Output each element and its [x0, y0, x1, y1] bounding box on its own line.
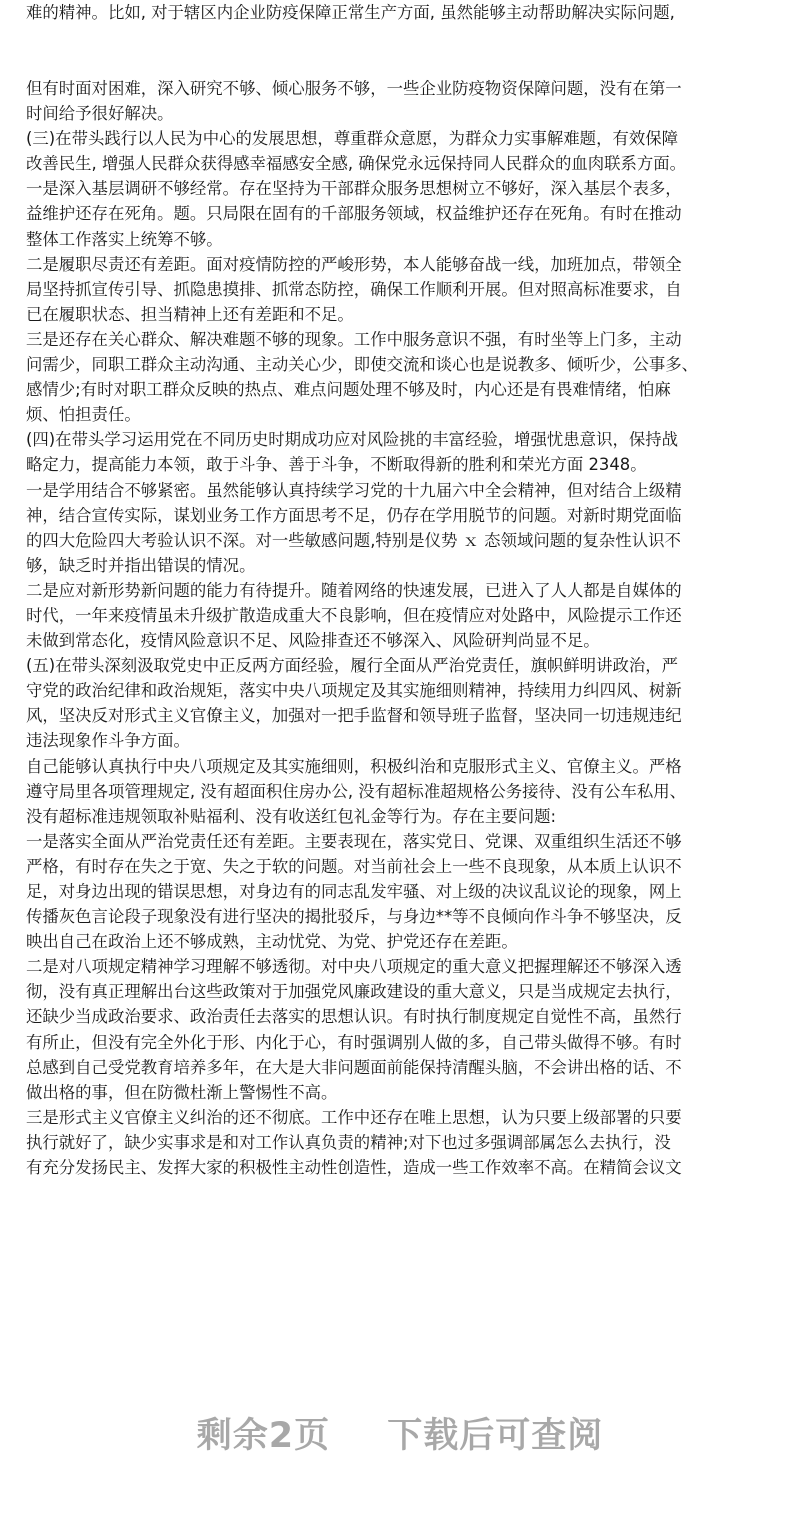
text-line: 够，缺乏时并指出错误的情况。 — [26, 555, 256, 575]
text-line: 局坚持抓宣传引导、抓隐患摸排、抓常态防控，确保工作顺利开展。但对照高标准要求，自 — [26, 279, 682, 299]
text-line: 问需少，同职工群众主动沟通、主动关心少，即使交流和谈心也是说教多、倾听少，公事多、 — [26, 355, 699, 375]
remaining-pages-label: 剩余2页 — [196, 1416, 331, 1456]
text-line: 改善民生, 增强人民群众获得感幸福感安全感, 确保党永远保持同人民群众的血肉联系方面。 — [26, 154, 687, 174]
text-line: 执行就好了，缺少实事求是和对工作认真负责的精神;对下也过多强调部属怎么去执行，没 — [26, 1132, 671, 1152]
text-line: 的四大危险四大考验认识不深。对一些敏感问题,特别是仪势 ｘ 态领域问题的复杂性认识不 — [26, 530, 681, 550]
document-body — [26, 76, 778, 1180]
text-line: 一是落实全面从严治党责任还有差距。主要表现在，落实党日、党课、双重组织生活还不够 — [26, 831, 682, 851]
text-line: 时间给予很好解决。 — [26, 104, 174, 124]
text-line: 二是应对新形势新问题的能力有待提升。随着网络的快速发展，已进入了人人都是自媒体的 — [26, 580, 682, 600]
text-line: 难的精神。比如, 对于辖区内企业防疫保障正常生产方面, 虽然能够主动帮助解决实际问题, — [26, 3, 675, 22]
text-line: (四)在带头学习运用党在不同历史时期成功应对风险挑的丰富经验，增强忧患意识，保持战 — [26, 430, 679, 450]
text-line: 严格，有时存在失之于宽、失之于软的问题。对当前社会上一些不良现象，从本质上认识不 — [26, 856, 682, 876]
text-line: 益维护还存在死角。题。只局限在固有的千部服务领域，权益维护还存在死角。有时在推动 — [26, 204, 682, 224]
text-line: 一是深入基层调研不够经常。存在坚持为干部群众服务思想树立不够好，深入基层个表多， — [26, 179, 682, 199]
text-line: 总感到自己受党教育培养多年，在大是大非问题面前能保持清醒头脑，不会讲出格的话、不 — [26, 1057, 682, 1077]
text-line: 感情少;有时对职工群众反映的热点、难点问题处理不够及时，内心还是有畏难情绪，怕麻 — [26, 380, 671, 400]
text-line: 时代，一年来疫情虽未升级扩散造成重大不良影响，但在疫情应对处路中，风险提示工作还 — [26, 605, 682, 625]
text-line: 二是对八项规定精神学习理解不够透彻。对中央八项规定的重大意义把握理解还不够深入透 — [26, 957, 682, 977]
text-line: 略定力，提高能力本领，敢于斗争、善于斗争，不断取得新的胜利和荣光方面 2348。 — [26, 455, 647, 475]
text-line: 传播灰色言论段子现象没有进行坚决的揭批驳斥，与身边**等不良倾向作斗争不够坚决，反 — [26, 907, 682, 927]
text-line: 一是学用结合不够紧密。虽然能够认真持续学习党的十九届六中全会精神，但对结合上级精 — [26, 480, 682, 500]
text-line: 违法现象作斗争方面。 — [26, 731, 190, 751]
text-line: 彻，没有真正理解出台这些政策对于加强党风廉政建设的重大意义，只是当成规定去执行， — [26, 982, 682, 1002]
text-line: 有所止，但没有完全外化于形、内化于心，有时强调别人做的多，自己带头做得不够。有时 — [26, 1032, 682, 1052]
download-banner[interactable] — [0, 1408, 800, 1458]
text-line: 还缺少当成政治要求、政治责任去落实的思想认识。有时执行制度规定自觉性不高，虽然行 — [26, 1007, 682, 1027]
text-line: 已在履职状态、担当精神上还有差距和不足。 — [26, 304, 354, 324]
text-line: 有充分发扬民主、发挥大家的积极性主动性创造性，造成一些工作效率不高。在精简会议文 — [26, 1158, 682, 1178]
text-line: 风，坚决反对形式主义官僚主义，加强对一把手监督和领导班子监督，坚决同一切违规违纪 — [26, 706, 682, 726]
text-line: 遵守局里各项管理规定, 没有超面积住房办公, 没有超标准超规格公务接待、没有公车私用、 — [26, 781, 687, 801]
text-line: 映出自己在政治上还不够成熟，主动忧党、为党、护党还存在差距。 — [26, 932, 518, 952]
text-line: 整体工作落实上统筹不够。 — [26, 229, 223, 249]
page-top-fragment — [26, 0, 778, 26]
text-line: 但有时面对困难，深入研究不够、倾心服务不够，一些企业防疫物资保障问题，没有在第一 — [26, 79, 682, 98]
text-line: 神，结合宣传实际，谋划业务工作方面思考不足，仍存在学用脱节的问题。对新时期党面临 — [26, 505, 682, 525]
text-line: 没有超标准违规领取补贴福利、没有收送红包礼金等行为。存在主要问题: — [26, 806, 557, 826]
text-line: 烦、怕担责任。 — [26, 405, 141, 425]
download-hint-label: 下载后可查阅 — [387, 1416, 604, 1456]
text-line: 自己能够认真执行中央八项规定及其实施细则，积极纠治和克服形式主义、官僚主义。严格 — [26, 756, 682, 776]
text-line: (三)在带头践行以人民为中心的发展思想，尊重群众意愿，为群众力实事解难题，有效保障 — [26, 129, 679, 149]
text-line: (五)在带头深刻汲取党史中正反两方面经验，履行全面从严治党责任，旗帜鲜明讲政治，严 — [26, 656, 679, 676]
text-line: 三是还存在关心群众、解决难题不够的现象。工作中服务意识不强，有时坐等上门多，主动 — [26, 329, 682, 349]
text-line: 守党的政治纪律和政治规矩，落实中央八项规定及其实施细则精神，持续用力纠四风、树新 — [26, 681, 682, 701]
text-line: 足，对身边出现的错误思想，对身边有的同志乱发牢骚、对上级的决议乱议论的现象，网上 — [26, 882, 682, 901]
text-line: 做出格的事，但在防微杜渐上警惕性不高。 — [26, 1082, 338, 1102]
text-line: 二是履职尽责还有差距。面对疫情防控的严峻形势，本人能够奋战一线，加班加点，带领全 — [26, 254, 682, 274]
text-line: 未做到常态化，疫情风险意识不足、风险排查还不够深入、风险研判尚显不足。 — [26, 631, 600, 651]
text-line: 三是形式主义官僚主义纠治的还不彻底。工作中还存在唯上思想，认为只要上级部署的只要 — [26, 1107, 682, 1127]
